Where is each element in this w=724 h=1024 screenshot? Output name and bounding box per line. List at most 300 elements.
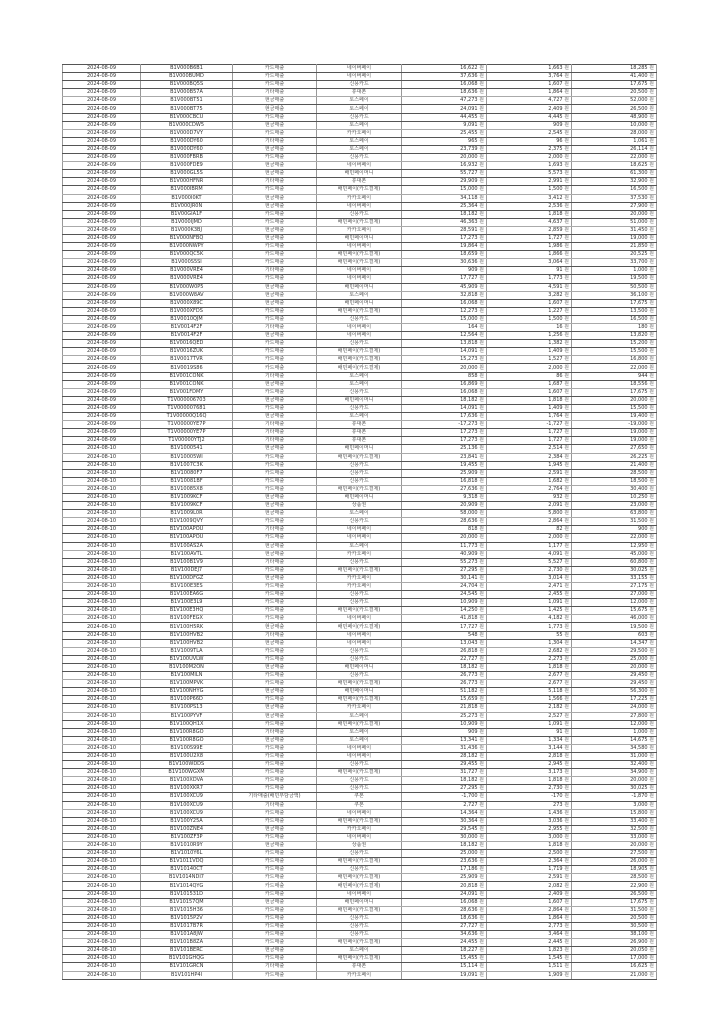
supply-amount-cell: 15,659 원 (402, 696, 487, 704)
order-id-cell: T1V00000Q16Q (141, 413, 233, 421)
supply-amount-cell: 22,727 원 (402, 655, 487, 663)
sales-type-cell: 카드매출 (233, 113, 317, 121)
order-id-cell: B1V000DY60 (141, 137, 233, 145)
date-cell: 2024-08-10 (63, 461, 141, 469)
vat-cell: 1,818 원 (487, 396, 572, 404)
table-row (63, 170, 657, 178)
order-id-cell: B1V101A8JW (141, 931, 233, 939)
total-amount-cell: 61,300 원 (572, 170, 657, 178)
payment-method-cell: 신용카드 (317, 154, 402, 162)
date-cell: 2024-08-10 (63, 866, 141, 874)
payment-method-cell: 휴대폰 (317, 429, 402, 437)
order-id-cell: B1V100UVLW (141, 655, 233, 663)
table-row (63, 591, 657, 599)
table-row (63, 324, 657, 332)
date-cell: 2024-08-09 (63, 421, 141, 429)
sales-type-cell: 현금매출 (233, 493, 317, 501)
date-cell: 2024-08-10 (63, 591, 141, 599)
table-row (63, 842, 657, 850)
total-amount-cell: 17,000 원 (572, 955, 657, 963)
sales-type-cell: 카드매출 (233, 769, 317, 777)
vat-cell: 1,727 원 (487, 234, 572, 242)
table-row (63, 202, 657, 210)
sales-type-cell: 기타매출 (233, 631, 317, 639)
payment-method-cell: 배민페이머니 (317, 898, 402, 906)
order-id-cell: B1V10005WI (141, 453, 233, 461)
order-id-cell: B1V100QH1X (141, 720, 233, 728)
vat-cell: 2,864 원 (487, 518, 572, 526)
total-amount-cell: 10,250 원 (572, 493, 657, 501)
sales-type-cell: 카드매출 (233, 583, 317, 591)
payment-method-cell: 휴대폰 (317, 89, 402, 97)
vat-cell: 1,566 원 (487, 696, 572, 704)
date-cell: 2024-08-09 (63, 137, 141, 145)
sales-type-cell: 기타매출 (233, 558, 317, 566)
payment-method-cell: 신용카드 (317, 591, 402, 599)
date-cell: 2024-08-09 (63, 170, 141, 178)
sales-type-cell: 카드매출 (233, 809, 317, 817)
payment-method-cell: 신용카드 (317, 761, 402, 769)
supply-amount-cell: 15,000 원 (402, 315, 487, 323)
table-row (63, 97, 657, 105)
total-amount-cell: 12,000 원 (572, 720, 657, 728)
table-row (63, 275, 657, 283)
supply-amount-cell: 58,000 원 (402, 510, 487, 518)
date-cell: 2024-08-09 (63, 251, 141, 259)
sales-type-cell: 카드매출 (233, 777, 317, 785)
vat-cell: 909 원 (487, 121, 572, 129)
table-row (63, 777, 657, 785)
date-cell: 2024-08-10 (63, 493, 141, 501)
date-cell: 2024-08-09 (63, 332, 141, 340)
order-id-cell: B1V100APOU (141, 534, 233, 542)
total-amount-cell: 22,000 원 (572, 364, 657, 372)
total-amount-cell: 26,000 원 (572, 858, 657, 866)
sales-type-cell: 카드매출 (233, 477, 317, 485)
sales-type-cell: 카드매출 (233, 388, 317, 396)
order-id-cell: B1V100WGXM (141, 769, 233, 777)
sales-type-cell: 카드매출 (233, 906, 317, 914)
table-row (63, 833, 657, 841)
vat-cell: 2,730 원 (487, 566, 572, 574)
order-id-cell: B1V10157QM (141, 898, 233, 906)
table-row (63, 971, 657, 979)
vat-cell: 3,173 원 (487, 769, 572, 777)
supply-amount-cell: 16,068 원 (402, 388, 487, 396)
vat-cell: 1,607 원 (487, 81, 572, 89)
payment-method-cell: 카카오페이 (317, 825, 402, 833)
table-row (63, 315, 657, 323)
sales-type-cell: 카드매출 (233, 65, 317, 73)
table-row (63, 623, 657, 631)
vat-cell: 2,730 원 (487, 785, 572, 793)
vat-cell: 2,409 원 (487, 890, 572, 898)
date-cell: 2024-08-09 (63, 267, 141, 275)
table-row (63, 518, 657, 526)
table-row (63, 364, 657, 372)
supply-amount-cell: 17,186 원 (402, 866, 487, 874)
order-id-cell: B1V100PS13 (141, 704, 233, 712)
sales-type-cell: 카드매출 (233, 275, 317, 283)
date-cell: 2024-08-10 (63, 971, 141, 979)
payment-method-cell: 배민페이머니 (317, 445, 402, 453)
vat-cell: 1,177 원 (487, 542, 572, 550)
sales-type-cell: 카드매출 (233, 931, 317, 939)
supply-amount-cell: 17,727 원 (402, 275, 487, 283)
order-id-cell: B1V0016ZUK (141, 348, 233, 356)
sales-type-cell: 카드매출 (233, 817, 317, 825)
total-amount-cell: 18,500 원 (572, 477, 657, 485)
payment-method-cell: 네이버페이 (317, 890, 402, 898)
sales-type-cell: 카드매출 (233, 752, 317, 760)
sales-type-cell: 현금매출 (233, 380, 317, 388)
table-row (63, 299, 657, 307)
order-id-cell: B1V100B1V9 (141, 558, 233, 566)
payment-method-cell: 토스페이 (317, 510, 402, 518)
total-amount-cell: 30,025 원 (572, 566, 657, 574)
sales-type-cell: 카드매출 (233, 129, 317, 137)
date-cell: 2024-08-10 (63, 558, 141, 566)
payment-method-cell: 배민페이(카드결제) (317, 259, 402, 267)
table-row (63, 566, 657, 574)
payment-method-cell: 토스페이 (317, 105, 402, 113)
table-row (63, 429, 657, 437)
vat-cell: 1,256 원 (487, 332, 572, 340)
payment-method-cell: 배민페이(카드결제) (317, 485, 402, 493)
order-id-cell: B1V100XCU9 (141, 801, 233, 809)
total-amount-cell: 20,500 원 (572, 89, 657, 97)
order-id-cell: B1V000FDE9 (141, 162, 233, 170)
payment-method-cell: 배민페이머니 (317, 663, 402, 671)
order-id-cell: B1V100S99E (141, 744, 233, 752)
order-id-cell: B1V000HFNR (141, 178, 233, 186)
table-row (63, 186, 657, 194)
sales-type-cell: 카드매출 (233, 356, 317, 364)
vat-cell: 2,375 원 (487, 145, 572, 153)
date-cell: 2024-08-10 (63, 574, 141, 582)
order-id-cell: B1V1017B7R (141, 922, 233, 930)
payment-method-cell: 신용카드 (317, 655, 402, 663)
vat-cell: 5,573 원 (487, 170, 572, 178)
vat-cell: 2,000 원 (487, 534, 572, 542)
supply-amount-cell: 20,818 원 (402, 882, 487, 890)
total-amount-cell: 21,850 원 (572, 243, 657, 251)
table-row (63, 81, 657, 89)
sales-type-cell: 현금매출 (233, 283, 317, 291)
date-cell: 2024-08-09 (63, 324, 141, 332)
date-cell: 2024-08-09 (63, 307, 141, 315)
sales-type-cell: 카드매출 (233, 955, 317, 963)
sales-type-cell: 현금매출 (233, 542, 317, 550)
total-amount-cell: 1,000 원 (572, 728, 657, 736)
vat-cell: 4,637 원 (487, 218, 572, 226)
table-row (63, 712, 657, 720)
supply-amount-cell: 17,273 원 (402, 429, 487, 437)
vat-cell: 2,545 원 (487, 129, 572, 137)
supply-amount-cell: 31,727 원 (402, 769, 487, 777)
table-row (63, 121, 657, 129)
date-cell: 2024-08-09 (63, 388, 141, 396)
vat-cell: 2,864 원 (487, 906, 572, 914)
table-row (63, 680, 657, 688)
total-amount-cell: 18,905 원 (572, 866, 657, 874)
total-amount-cell: 603 원 (572, 631, 657, 639)
order-id-cell: B1V000XFDS (141, 307, 233, 315)
payment-method-cell: 신용카드 (317, 461, 402, 469)
table-row (63, 914, 657, 922)
order-id-cell: B1V10081BF (141, 477, 233, 485)
order-id-cell: B1V000GL5S (141, 170, 233, 178)
order-id-cell: B1V000K3BJ (141, 226, 233, 234)
table-row (63, 267, 657, 275)
total-amount-cell: 16,800 원 (572, 356, 657, 364)
table-row (63, 332, 657, 340)
vat-cell: 2,409 원 (487, 105, 572, 113)
table-row (63, 259, 657, 267)
sales-type-cell: 카드매출 (233, 858, 317, 866)
supply-amount-cell: 2,727 원 (402, 801, 487, 809)
sales-type-cell: 카드매출 (233, 647, 317, 655)
supply-amount-cell: 23,739 원 (402, 145, 487, 153)
total-amount-cell: 29,450 원 (572, 672, 657, 680)
vat-cell: 2,677 원 (487, 672, 572, 680)
table-row (63, 194, 657, 202)
sales-type-cell: 카드매출 (233, 833, 317, 841)
date-cell: 2024-08-09 (63, 404, 141, 412)
supply-amount-cell: 16,818 원 (402, 477, 487, 485)
order-id-cell: B1V0019S86 (141, 364, 233, 372)
order-id-cell: B1V1010Y6L (141, 850, 233, 858)
payment-method-cell: 휴대폰 (317, 963, 402, 971)
vat-cell: 1,304 원 (487, 639, 572, 647)
sales-type-cell: 현금매출 (233, 97, 317, 105)
sales-type-cell: 현금매출 (233, 299, 317, 307)
date-cell: 2024-08-10 (63, 510, 141, 518)
total-amount-cell: 26,900 원 (572, 939, 657, 947)
order-id-cell: B1V1009KCF (141, 493, 233, 501)
table-row (63, 663, 657, 671)
supply-amount-cell: 30,000 원 (402, 833, 487, 841)
payment-method-cell: 네이버페이 (317, 833, 402, 841)
date-cell: 2024-08-10 (63, 647, 141, 655)
total-amount-cell: 19,500 원 (572, 623, 657, 631)
payment-method-cell: 배민페이(카드결제) (317, 696, 402, 704)
supply-amount-cell: 15,273 원 (402, 356, 487, 364)
vat-cell: 2,471 원 (487, 583, 572, 591)
date-cell: 2024-08-10 (63, 566, 141, 574)
order-id-cell: B1V100R8GO (141, 736, 233, 744)
total-amount-cell: 17,675 원 (572, 299, 657, 307)
order-id-cell: T1V00000YTJ2 (141, 437, 233, 445)
table-row (63, 906, 657, 914)
table-row (63, 210, 657, 218)
date-cell: 2024-08-10 (63, 631, 141, 639)
total-amount-cell: 20,000 원 (572, 210, 657, 218)
order-id-cell: T1V000006703 (141, 396, 233, 404)
sales-type-cell: 현금매출 (233, 234, 317, 242)
table-row (63, 550, 657, 558)
date-cell: 2024-08-10 (63, 793, 141, 801)
order-id-cell: B1V0014F2F (141, 324, 233, 332)
supply-amount-cell: 18,182 원 (402, 396, 487, 404)
sales-type-cell: 카드매출 (233, 850, 317, 858)
vat-cell: 1,682 원 (487, 477, 572, 485)
order-id-cell: T1V00000YE7P (141, 421, 233, 429)
vat-cell: 2,859 원 (487, 226, 572, 234)
table-row (63, 599, 657, 607)
date-cell: 2024-08-10 (63, 809, 141, 817)
payment-method-cell: 배민페이(카드결제) (317, 607, 402, 615)
sales-type-cell: 기타매출 (233, 421, 317, 429)
total-amount-cell: 26,225 원 (572, 453, 657, 461)
order-id-cell: B1V1007C3K (141, 461, 233, 469)
date-cell: 2024-08-09 (63, 372, 141, 380)
order-id-cell: B1V001CONK (141, 372, 233, 380)
payment-method-cell: 토스페이 (317, 736, 402, 744)
total-amount-cell: 19,000 원 (572, 429, 657, 437)
vat-cell: 4,591 원 (487, 283, 572, 291)
total-amount-cell: 30,500 원 (572, 922, 657, 930)
vat-cell: 2,273 원 (487, 655, 572, 663)
payment-method-cell: 배민페이(카드결제) (317, 218, 402, 226)
sales-type-cell: 카드매출 (233, 866, 317, 874)
vat-cell: 1,693 원 (487, 162, 572, 170)
vat-cell: 96 원 (487, 137, 572, 145)
vat-cell: 5,800 원 (487, 510, 572, 518)
payment-method-cell: 쿠폰 (317, 793, 402, 801)
supply-amount-cell: 26,773 원 (402, 672, 487, 680)
order-id-cell: B1V000DY60 (141, 145, 233, 153)
payment-method-cell: 카카오페이 (317, 226, 402, 234)
vat-cell: 1,545 원 (487, 955, 572, 963)
payment-method-cell: 토스페이 (317, 121, 402, 129)
payment-method-cell: 토스페이 (317, 291, 402, 299)
payment-method-cell: 네이버페이 (317, 332, 402, 340)
order-id-cell: B1V100XDVA (141, 777, 233, 785)
payment-method-cell: 토스페이 (317, 380, 402, 388)
sales-type-cell: 카드매출 (233, 404, 317, 412)
supply-amount-cell: 9,318 원 (402, 493, 487, 501)
order-id-cell: B1V0014F2F (141, 332, 233, 340)
supply-amount-cell: 14,091 원 (402, 348, 487, 356)
sales-type-cell: 카드매출 (233, 518, 317, 526)
table-row (63, 178, 657, 186)
date-cell: 2024-08-09 (63, 340, 141, 348)
supply-amount-cell: 17,273 원 (402, 234, 487, 242)
order-id-cell: B1V1014QYG (141, 882, 233, 890)
vat-cell: 1,527 원 (487, 356, 572, 364)
payment-method-cell: 신용카드 (317, 469, 402, 477)
sales-type-cell: 기타매출 (233, 963, 317, 971)
supply-amount-cell: 18,182 원 (402, 210, 487, 218)
table-row (63, 421, 657, 429)
table-row (63, 882, 657, 890)
supply-amount-cell: 26,773 원 (402, 680, 487, 688)
total-amount-cell: 12,000 원 (572, 599, 657, 607)
sales-type-cell: 현금매출 (233, 574, 317, 582)
date-cell: 2024-08-10 (63, 477, 141, 485)
payment-method-cell: 신용카드 (317, 404, 402, 412)
total-amount-cell: 24,000 원 (572, 704, 657, 712)
total-amount-cell: 13,820 원 (572, 332, 657, 340)
order-id-cell: B1V1010R9Y (141, 842, 233, 850)
order-id-cell: B1V000BUMD (141, 73, 233, 81)
table-row (63, 453, 657, 461)
sales-type-cell: 현금매출 (233, 550, 317, 558)
date-cell: 2024-08-10 (63, 550, 141, 558)
payment-method-cell: 네이버페이 (317, 65, 402, 73)
payment-method-cell: 네이버페이 (317, 534, 402, 542)
total-amount-cell: 17,225 원 (572, 696, 657, 704)
payment-method-cell: 신용카드 (317, 777, 402, 785)
total-amount-cell: 17,675 원 (572, 898, 657, 906)
vat-cell: 1,764 원 (487, 413, 572, 421)
payment-method-cell: 토스페이 (317, 413, 402, 421)
vat-cell: 1,866 원 (487, 251, 572, 259)
payment-method-cell: 토스페이 (317, 137, 402, 145)
payment-method-cell: 신용카드 (317, 315, 402, 323)
vat-cell: 2,527 원 (487, 712, 572, 720)
payment-method-cell: 토스페이 (317, 712, 402, 720)
total-amount-cell: 23,000 원 (572, 502, 657, 510)
table-row (63, 534, 657, 542)
payment-method-cell: 신용카드 (317, 558, 402, 566)
order-id-cell: B1V100MPVK (141, 680, 233, 688)
sales-type-cell: 현금매출 (233, 510, 317, 518)
date-cell: 2024-08-10 (63, 785, 141, 793)
vat-cell: 2,682 원 (487, 647, 572, 655)
order-id-cell: B1V1000541 (141, 445, 233, 453)
supply-amount-cell: 28,182 원 (402, 752, 487, 760)
supply-amount-cell: -1,700 원 (402, 793, 487, 801)
vat-cell: 82 원 (487, 526, 572, 534)
total-amount-cell: 19,500 원 (572, 275, 657, 283)
date-cell: 2024-08-10 (63, 485, 141, 493)
supply-amount-cell: 30,141 원 (402, 574, 487, 582)
vat-cell: 932 원 (487, 493, 572, 501)
order-id-cell: B1V100XCU9 (141, 809, 233, 817)
supply-amount-cell: 18,227 원 (402, 947, 487, 955)
table-row (63, 340, 657, 348)
payment-method-cell: 카카오페이 (317, 194, 402, 202)
sales-type-cell: 기타매출 (233, 89, 317, 97)
date-cell: 2024-08-10 (63, 518, 141, 526)
total-amount-cell: 52,000 원 (572, 97, 657, 105)
order-id-cell: B1V100DEJ7 (141, 566, 233, 574)
order-id-cell: B1V000NWPY (141, 243, 233, 251)
payment-method-cell: 배민페이(카드결제) (317, 680, 402, 688)
total-amount-cell: 18,285 원 (572, 65, 657, 73)
total-amount-cell: 16,500 원 (572, 186, 657, 194)
vat-cell: 4,727 원 (487, 97, 572, 105)
supply-amount-cell: 24,455 원 (402, 939, 487, 947)
total-amount-cell: 20,500 원 (572, 914, 657, 922)
total-amount-cell: 18,625 원 (572, 162, 657, 170)
payment-method-cell: 배민페이머니 (317, 299, 402, 307)
total-amount-cell: 22,000 원 (572, 154, 657, 162)
payment-method-cell: 상품권 (317, 842, 402, 850)
supply-amount-cell: 25,909 원 (402, 469, 487, 477)
sales-type-cell: 현금매출 (233, 332, 317, 340)
date-cell: 2024-08-09 (63, 234, 141, 242)
supply-amount-cell: 34,118 원 (402, 194, 487, 202)
date-cell: 2024-08-10 (63, 777, 141, 785)
supply-amount-cell: 15,000 원 (402, 186, 487, 194)
total-amount-cell: 17,675 원 (572, 388, 657, 396)
order-id-cell: B1V000BT75 (141, 105, 233, 113)
order-id-cell: B1V1015P2V (141, 914, 233, 922)
supply-amount-cell: 20,909 원 (402, 502, 487, 510)
